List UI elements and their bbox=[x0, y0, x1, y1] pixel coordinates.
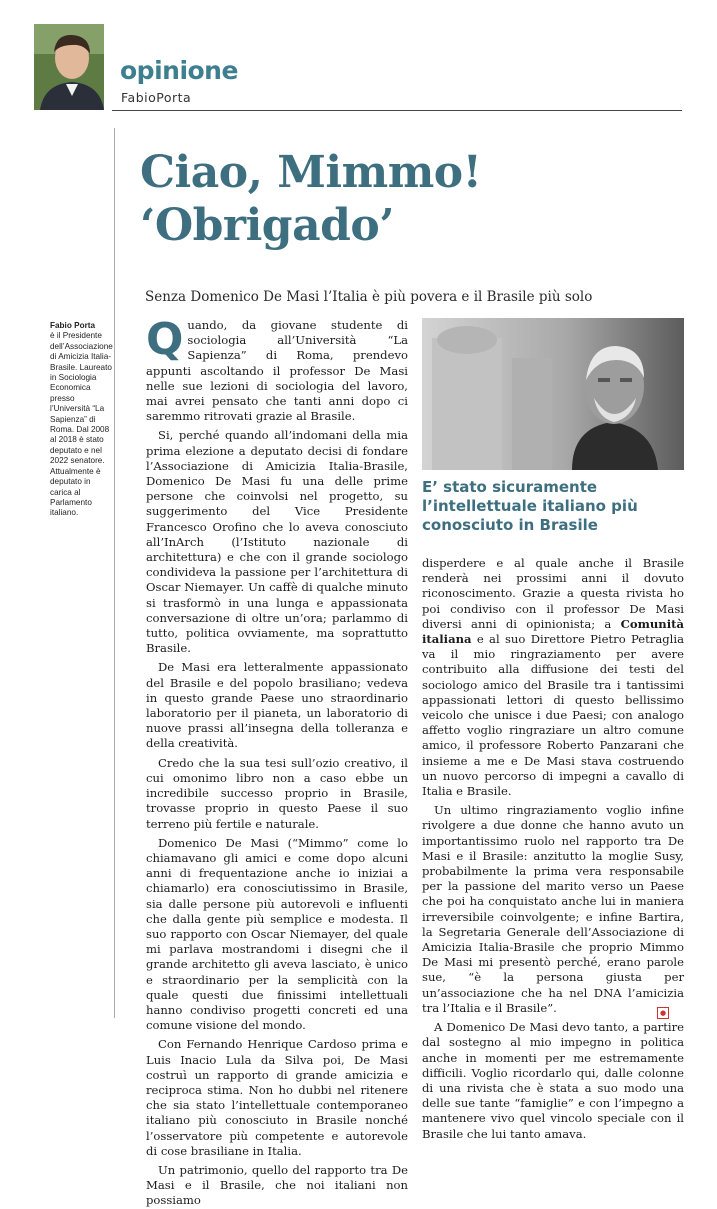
author-photo bbox=[34, 24, 104, 110]
headline-line-1: Ciao, Mimmo! bbox=[140, 147, 482, 198]
bio-text: è il Presidente dell’Associazione di Amicizia Italia-Brasile. Laureato in Sociologia Economica presso l’Università “La Sapienza” di Roma. Dal 2008 al 2018 è stato deputato e nel 2022 senatore. Attualmente è deputato in carica al Parlamento italiano. bbox=[50, 331, 113, 518]
section-rubric: opinione bbox=[120, 56, 238, 85]
paragraph: De Masi era letteralmente appassionato del Brasile e del popolo brasiliano; vedeva in questo grande Paese uno straordinario laboratorio per il pianeta, un laboratorio di nuove prassi all’insegna della tolleranza e della creatività. bbox=[146, 660, 408, 751]
magazine-name: Comunità italiana bbox=[422, 616, 684, 647]
end-of-article-mark-icon: ● bbox=[657, 1007, 669, 1019]
article-column-1 bbox=[146, 314, 408, 1208]
bio-name: Fabio Porta bbox=[50, 321, 96, 330]
drop-cap: Q bbox=[146, 314, 184, 365]
paragraph bbox=[422, 556, 684, 799]
sidebar-divider bbox=[114, 128, 115, 1018]
paragraph bbox=[146, 314, 408, 424]
article-standfirst: Senza Domenico De Masi l’Italia è più povera e il Brasile più solo bbox=[145, 289, 593, 305]
paragraph-text: disperdere e al quale anche il Brasile renderà nei prossimi anni il dovuto riconoscimento. Grazie a questa rivista ho poi condiviso con il professor De Masi diversi anni di opinionista; a bbox=[422, 556, 684, 631]
paragraph-text: e al suo Direttore Pietro Petraglia va il mio ringraziamento per avere contribuito alla diffusione dei testi del sociologo amico del Brasile tra i tantissimi appassionati lettori di questo bellissimo veicolo che unisce i due Paesi; con analogo affetto voglio ringraziare un altro comune amico, il professore Roberto Panzarani che insieme a me e De Masi stava costruendo un nuovo percorso di impegni a cavallo di Italia e Brasile. bbox=[422, 632, 684, 799]
paragraph: Un patrimonio, quello del rapporto tra De Masi e il Brasile, che noi italiani non possiamo bbox=[146, 1162, 408, 1208]
portrait-photo-icon bbox=[422, 318, 684, 470]
header-divider bbox=[112, 110, 682, 111]
author-byline: FabioPorta bbox=[121, 90, 192, 105]
paragraph: Si, perché quando all’indomani della mia prima elezione a deputato decisi di fondare l’Associazione di Amicizia Italia-Brasile, Domenico De Masi fu una delle prime persone che coinvolsi nel progetto, su suggerimento del Vice Presidente Francesco Orofino che lo aveva conosciuto all’InArch (l’Istituto nazionale di architettura) e che con il grande sociologo condivideva la passione per l’architettura di Oscar Niemayer. Un caffè di qualche minuto si trasformò in una lunga e appassionata conversazione di oltre un’ora; parlammo di tutto, politica ovviamente, ma soprattutto Brasile. bbox=[146, 428, 408, 656]
author-portrait-icon bbox=[34, 24, 104, 110]
article-column-2 bbox=[422, 556, 684, 1141]
paragraph: Domenico De Masi (“Mimmo” come lo chiamavano gli amici e come dopo alcuni anni di frequentazione anche io iniziai a chiamarlo) era conosciutissimo in Brasile, sia dalle persone più autorevoli e influenti che dalla gente più semplice e modesta. Il suo rapporto con Oscar Niemayer, del quale mi parlava mostrandomi i disegni che il grande architetto gli aveva lasciato, è unico e straordinario per la semplicità con la quale questi due finissimi intellettuali hanno condiviso progetti concreti ed una comune visione del mondo. bbox=[146, 835, 408, 1033]
paragraph-text: uando, da giovane studente di sociologia all’Università “La Sapienza” di Roma, prendevo appunti ascoltando il professor De Masi nelle sue lezioni di sociologia del lavoro, mai avrei pensato che tanti anni dopo ci saremmo ritrovati grazie al Brasile. bbox=[146, 318, 408, 424]
article-headline bbox=[140, 146, 680, 252]
article-photo bbox=[422, 318, 684, 470]
paragraph: Con Fernando Henrique Cardoso prima e Luis Inacio Lula da Silva poi, De Masi costruì un rapporto di grande amicizia e reciproca stima. Non ho dubbi nel ritenere che sia stato l’intellettuale contemporaneo italiano più conosciuto in Brasile nonché l’osservatore più competente e autorevole di cose brasiliane in Italia. bbox=[146, 1037, 408, 1158]
paragraph: A Domenico De Masi devo tanto, a partire dal sostegno al mio impegno in politica anche in momenti per me estremamente difficili. Voglio ricordarlo qui, dalle colonne di una rivista che è stata a suo modo una delle sue tante “famiglie” e con l’impegno a mantenere vivo quel vincolo speciale con il Brasile che lui tanto amava. bbox=[422, 1020, 684, 1141]
paragraph: Un ultimo ringraziamento voglio infine rivolgere a due donne che hanno avuto un importantissimo ruolo nel rapporto tra De Masi e il Brasile: anzitutto la moglie Susy, probabilmente la prima vera responsabile per la passione del marito verso un Paese che poi ha conquistato anche lui in maniera irreversibile coinvolgente; e infine Bartira, la Segretaria Generale dell’Associazione di Amicizia Italia-Brasile che proprio Mimmo De Masi mi presentò perché, erano parole sue, “è la persona giusta per un’associazione che ha nel DNA l’amicizia tra l’Italia e il Brasile”. bbox=[422, 803, 684, 1015]
paragraph: Credo che la sua tesi sull’ozio creativo, il cui omonimo libro non a caso ebbe un incredibile successo proprio in Brasile, trovasse proprio in questo Paese il suo terreno più fertile e naturale. bbox=[146, 755, 408, 831]
headline-line-2: ‘Obrigado’ bbox=[140, 200, 395, 251]
photo-caption: E’ stato sicuramente l’intellettuale italiano più conosciuto in Brasile bbox=[422, 478, 638, 534]
author-bio bbox=[50, 321, 112, 519]
